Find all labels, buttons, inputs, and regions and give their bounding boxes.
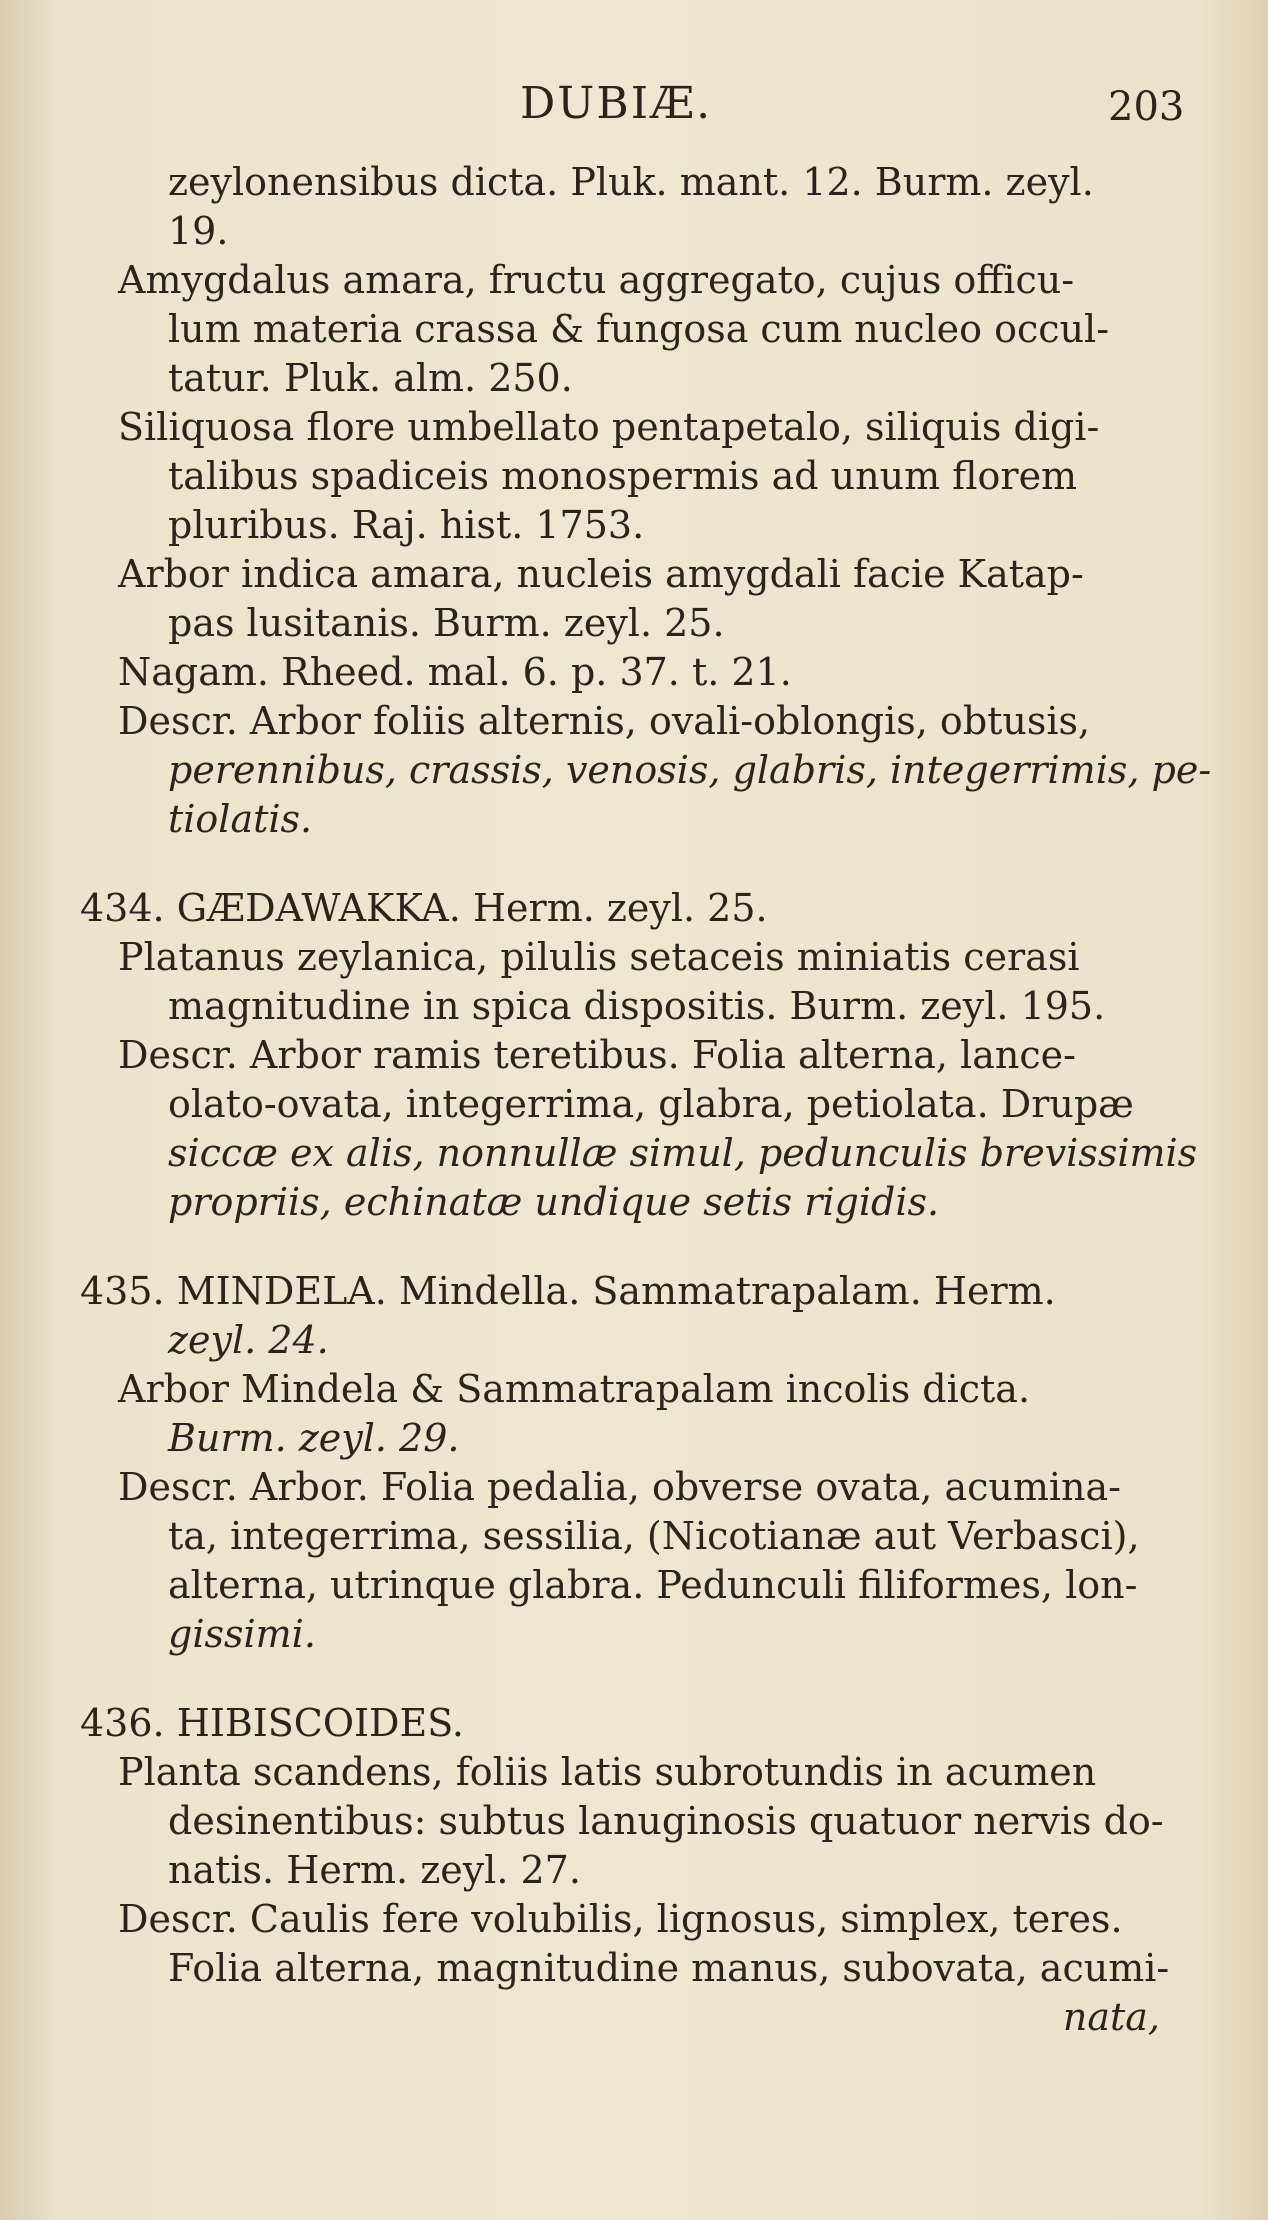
entry-heading: 434. GÆDAWAKKA. Herm. zeyl. 25. xyxy=(80,886,768,930)
text-line: natis. Herm. zeyl. 27. xyxy=(168,1848,581,1892)
page-number: 203 xyxy=(1108,84,1185,130)
entry-434 xyxy=(80,884,1200,1227)
text-line: Planta scandens, foliis latis subrotundis in acumen xyxy=(118,1750,1097,1794)
page-body xyxy=(80,158,1212,2042)
text-line: Folia alterna, magnitudine manus, subovata, acumi- xyxy=(168,1946,1170,1990)
text-line: Descr. Caulis fere volubilis, lignosus, simplex, teres. xyxy=(118,1897,1123,1941)
text-line: Descr. Arbor ramis teretibus. Folia alterna, lance- xyxy=(118,1033,1076,1077)
text-line: 19. xyxy=(168,209,229,253)
prev-entry xyxy=(80,158,1212,844)
text-line: desinentibus: subtus lanuginosis quatuor nervis do- xyxy=(168,1799,1164,1843)
text-line: Siliquosa flore umbellato pentapetalo, siliquis digi- xyxy=(118,405,1100,449)
text-line: zeylonensibus dicta. Pluk. mant. 12. Burm. zeyl. xyxy=(168,160,1094,204)
text-line: tiolatis. xyxy=(168,797,313,841)
text-line: ta, integerrima, sessilia, (Nicotianæ aut Verbasci), xyxy=(168,1514,1140,1558)
text-line: perennibus, crassis, venosis, glabris, integerrimis, pe- xyxy=(168,748,1212,792)
text-line: magnitudine in spica dispositis. Burm. zeyl. 195. xyxy=(168,984,1106,1028)
text-line: olato-ovata, integerrima, glabra, petiolata. Drupæ xyxy=(168,1082,1134,1126)
entry-heading: 436. HIBISCOIDES. xyxy=(80,1701,465,1745)
text-line: Platanus zeylanica, pilulis setaceis miniatis cerasi xyxy=(118,935,1080,979)
text-line: lum materia crassa & fungosa cum nucleo occul- xyxy=(168,307,1110,351)
entry-436 xyxy=(80,1699,1200,2042)
text-line: pas lusitanis. Burm. zeyl. 25. xyxy=(168,601,725,645)
text-line: siccæ ex alis, nonnullæ simul, pedunculis brevissimis xyxy=(168,1131,1198,1175)
text-line: Arbor indica amara, nucleis amygdali facie Katap- xyxy=(118,552,1084,596)
text-line: Descr. Arbor foliis alternis, ovali-oblongis, obtusis, xyxy=(118,699,1091,743)
text-line: gissimi. xyxy=(168,1612,316,1656)
text-line: Nagam. Rheed. mal. 6. p. 37. t. 21. xyxy=(118,650,792,694)
text-line: Burm. zeyl. 29. xyxy=(168,1416,460,1460)
text-line: propriis, echinatæ undique setis rigidis. xyxy=(168,1180,940,1224)
text-line: Arbor Mindela & Sammatrapalam incolis dicta. xyxy=(118,1367,1031,1411)
entry-heading: 435. MINDELA. Mindella. Sammatrapalam. Herm. xyxy=(80,1269,1056,1313)
text-line: alterna, utrinque glabra. Pedunculi filiformes, lon- xyxy=(168,1563,1138,1607)
text-line: pluribus. Raj. hist. 1753. xyxy=(168,503,645,547)
text-line: talibus spadiceis monospermis ad unum florem xyxy=(168,454,1078,498)
running-head: DUBIÆ. xyxy=(520,78,713,129)
text-line: Descr. Arbor. Folia pedalia, obverse ovata, acumina- xyxy=(118,1465,1122,1509)
text-line: tatur. Pluk. alm. 250. xyxy=(168,356,573,400)
text-line: nata, xyxy=(1062,1995,1160,2039)
text-line: zeyl. 24. xyxy=(168,1318,329,1362)
page-header xyxy=(0,78,1268,128)
entry-435 xyxy=(80,1267,1200,1659)
text-line: Amygdalus amara, fructu aggregato, cujus officu- xyxy=(118,258,1075,302)
